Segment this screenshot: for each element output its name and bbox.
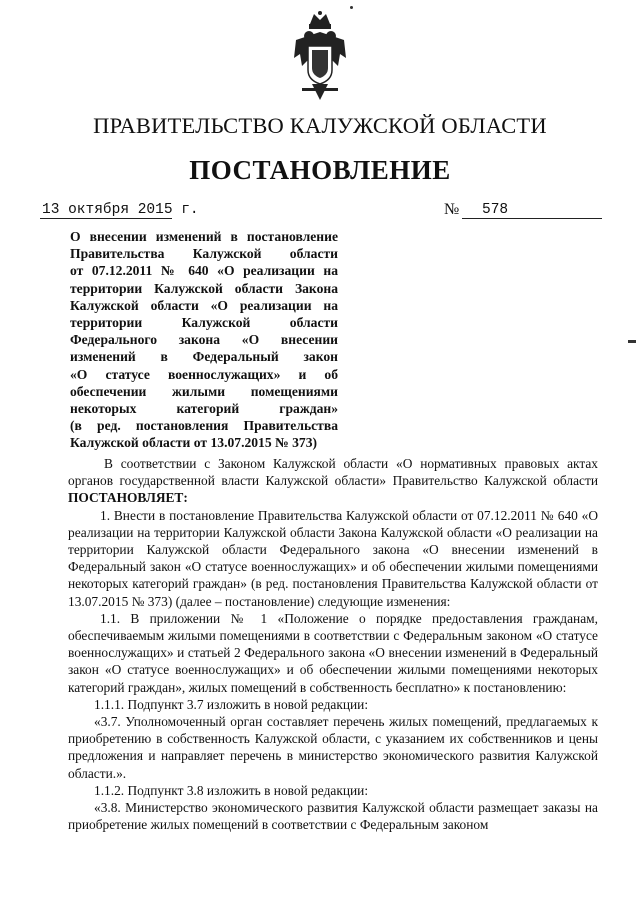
quoted-clause-3-8: «3.8. Министерство экономического развития Калужской области размещает заказы на приобретение жилых помещений в соответствии с Федеральным законом (68, 800, 598, 833)
scan-mark (628, 340, 636, 343)
subject-line: Федерального закона «О внесении (70, 332, 338, 348)
document-subject (70, 228, 338, 452)
clause-1-1: 1.1. В приложении № 1 «Положение о порядке предоставления гражданам, обеспечиваемым жилыми помещениями в соответствии с Федеральным законом «О статусе военнослужащих» и статьей 2 Федерального закона «О внесении изменений в Федеральный закон «О статусе военнослужащих» и об обеспечении жилыми помещениями некоторых категорий граждан», жилых помещений в собственность бесплатно» к постановлению: (68, 610, 598, 695)
coat-of-arms-icon (292, 10, 348, 102)
subject-line: О внесении изменений в постановление (70, 229, 338, 244)
subject-line: Правительства Калужской области (70, 246, 338, 262)
subject-line: (в ред. постановления Правительства (70, 418, 338, 434)
number-sign: № (444, 201, 460, 218)
clause-1: 1. Внести в постановление Правительства Калужской области от 07.12.2011 № 640 «О реализации на территории Калужской области Закона Калужской области «О реализации на территории Калужской области Федерального закона «О внесении изменений в Федеральный закон «О статусе военнослужащих» и об обеспечении жилыми помещениями некоторых категорий граждан» (в ред. постановления Правительства Калужской области от 13.07.2015 № 373) (далее – постановление) следующие изменения: (68, 507, 598, 609)
date-underline (40, 218, 172, 219)
subject-line: от 07.12.2011 № 640 «О реализации на (70, 263, 338, 279)
preamble-text: В соответствии с Законом Калужской области «О нормативных правовых актах органов государственной власти Калужской области» Правительство Калужской области (68, 456, 598, 489)
subject-line: некоторых категорий граждан» (70, 401, 338, 417)
clause-1-1-1: 1.1.1. Подпункт 3.7 изложить в новой редакции: (94, 696, 369, 712)
document-number: 578 (482, 202, 509, 218)
resolves-word: ПОСТАНОВЛЯЕТ: (68, 490, 188, 506)
subject-line: обеспечении жилыми помещениями (70, 383, 338, 399)
number-underline (462, 218, 602, 219)
organization-title: ПРАВИТЕЛЬСТВО КАЛУЖСКОЙ ОБЛАСТИ (93, 113, 547, 138)
subject-line: территории Калужской области Закона (70, 280, 338, 296)
quoted-clause-3-7: «3.7. Уполномоченный орган составляет перечень жилых помещений, предлагаемых к приобретению в собственность Калужской области, с указанием их собственников и цены предложения и направляет перечень в министерство экономического развития Калужской области.». (68, 714, 598, 781)
subject-line: Калужской области «О реализации на (70, 297, 338, 313)
preamble-paragraph (68, 455, 598, 507)
subject-line: территории Калужской области (70, 315, 338, 331)
subject-line: Калужской области от 13.07.2015 № 373) (70, 435, 318, 451)
document-date: 13 октября 2015 г. (42, 202, 199, 218)
subject-line: «О статусе военнослужащих» и об (70, 366, 338, 382)
subject-line: изменений в Федеральный закон (70, 349, 338, 365)
document-type-title: ПОСТАНОВЛЕНИЕ (189, 155, 451, 185)
clause-1-1-2: 1.1.2. Подпункт 3.8 изложить в новой редакции: (94, 782, 369, 798)
scan-speck (350, 6, 353, 9)
document-body (68, 455, 598, 833)
